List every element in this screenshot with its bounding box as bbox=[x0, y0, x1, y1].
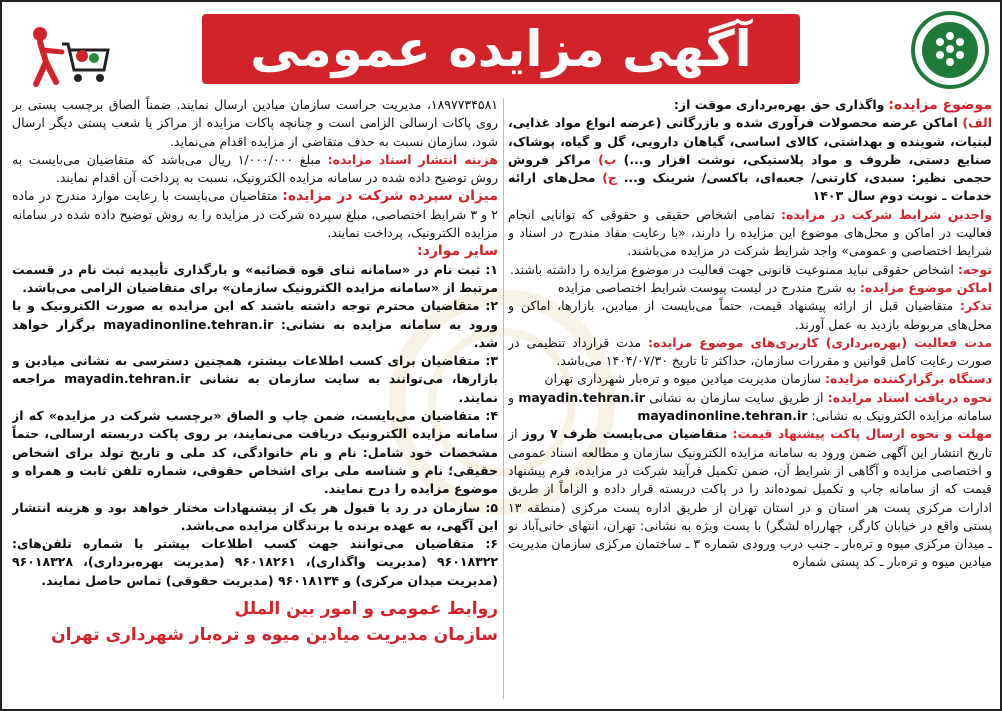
item-6: ۶: متقاضیان می‌توانند جهت کسب اطلاعات بیشتر با شماره تلفن‌های: ۹۶۰۱۸۳۲۲ (مدیریت واگذاری)، ۹۶۰۱۸۲۶۱ (مدیریت بهره‌برداری)، ۹۶۰۱۸۳۲۸ (مدیریت میدان مرکزی) و ۹۶۰۱۸۱۳۴ (مدیریت حقوقی) تماس حاصل نمایند. bbox=[12, 536, 498, 588]
footer-signature bbox=[12, 596, 498, 648]
municipality-logo-icon bbox=[910, 10, 990, 90]
fee-label: هزینه انتشار اسناد مزایده: bbox=[327, 151, 498, 167]
places-label: اماکن موضوع مزایده: bbox=[859, 279, 992, 295]
eligible-label: واجدین شرایط شرکت در مزایده: bbox=[781, 206, 992, 222]
deposit-paragraph bbox=[12, 187, 498, 242]
item-5: ۵: سازمان در رد یا قبول هر یک از پیشنهادات مختار خواهد بود و هزینه انتشار این آگهی، به عهده برنده یا برندگان مزایده می‌باشد. bbox=[12, 499, 498, 533]
page-title: آگهی مزایده عمومی bbox=[202, 14, 800, 84]
item-1: ۱: ثبت نام در «سامانه ثنای قوه قضائیه» و بارگذاری تأییدیه ثبت نام در قسمت مرتبط از «سامانه مزایده الکترونیک سازمان» برای متقاضیان الزامی می‌باشد. bbox=[12, 261, 498, 295]
item-a-label: الف) bbox=[962, 115, 992, 131]
places-text: به شرح مندرج در لیست پیوست شرایط اختصاصی مزایده bbox=[557, 279, 856, 295]
post-code-paragraph: ۱۸۹۷۷۳۴۵۸۱، مدیریت حراست سازمان میادین ارسال نمایند. ضمناً الصاق برچسب پستی بر روی پاکات ارسالی الزامی است و چنانچه پاکات مزایده از مراکز یا شعب پستی دیگر ارسال شود، سازمان نسبت به حذف متقاضی از مزایده اقدام می‌نماید. bbox=[12, 97, 498, 149]
footer-line-1: روابط عمومی و امور بین الملل bbox=[234, 599, 498, 620]
item-3-text-end: مراجعه نمایند. bbox=[12, 371, 498, 405]
other-label: سایر موارد: bbox=[417, 243, 498, 260]
item-b-label: ب) bbox=[598, 151, 617, 167]
item-2-text-end: برگزار خواهد شد. bbox=[12, 316, 498, 350]
note-label: توجه: bbox=[957, 261, 992, 277]
deposit-label: میزان سپرده شرکت در مزایده: bbox=[282, 188, 498, 205]
item-a-text: اماکن عرضه محصولات فرآوری شده و بازرگانی (عرضه انواع مواد غذایی، لبنیات، شوینده و بهداشتی، کالای اساسی، گیاهان دارویی، گل و گیاه، پوشاک، صنایع دستی، ظروف و مواد پلاستیکی، نوشت افزار و...) bbox=[508, 115, 992, 167]
left-column bbox=[12, 96, 498, 703]
reminder-paragraph bbox=[508, 297, 992, 334]
eligible-paragraph bbox=[508, 206, 992, 261]
fee-paragraph bbox=[12, 151, 498, 188]
item-a-paragraph bbox=[508, 114, 992, 205]
item-4: ۴: متقاضیان می‌بایست، ضمن چاپ و الصاق «برچسب شرکت در مزایده» که از سامانه مزایده الکترونیک دریافت می‌نمایند، بر روی پاکت دربسته ارسالی، حتماً مشخصات خود شامل: نام و نام خانوادگی، کد ملی و تاریخ تولد برای اشخاص حقیقی؛ نام و شناسه ملی برای اشخاص حقوقی، شماره تلفن ثابت و همراه و موضوع مزایده را درج نمایند. bbox=[12, 408, 498, 497]
docs-paragraph bbox=[508, 389, 992, 426]
org-paragraph bbox=[508, 370, 992, 388]
docs-url-2-link[interactable]: mayadinonline.tehran.ir bbox=[637, 408, 808, 424]
duration-paragraph bbox=[508, 334, 992, 371]
deadline-paragraph bbox=[508, 425, 992, 571]
item-2 bbox=[12, 297, 498, 352]
item-2-text: ۲: متقاضیان محترم توجه داشته باشند که این مزایده به صورت الکترونیک و با ورود به سامانه مزایده به نشانی: bbox=[12, 298, 498, 332]
footer-line-2: سازمان مدیریت میادین میوه و تره‌بار شهرداری تهران bbox=[51, 625, 498, 646]
note-text: اشخاص حقوقی نباید ممنوعیت قانونی جهت فعالیت در موضوع مزایده را داشته باشند. bbox=[510, 261, 954, 277]
org-text: سازمان مدیریت میادین میوه و تره‌بار شهرداری تهران bbox=[544, 371, 821, 387]
docs-text-2: و سامانه مزایده الکترونیک به نشانی: bbox=[508, 389, 992, 424]
item-b-text: مراکز فروش حجمی نظیر: سبدی، کارتنی/ جعبه‌ای، باکسی/ شرینک و... bbox=[508, 151, 992, 186]
header bbox=[2, 6, 1000, 94]
deposit-text: متقاضیان می‌بایست با رعایت موارد مندرج در ماده ۲ و ۳ شرایط اختصاصی، مبلغ سپرده شرکت در مزایده را به روش توضیح داده شده در سامانه مزایده الکترونیک، پرداخت نمایند. bbox=[12, 188, 498, 241]
reminder-label: تذکر: bbox=[960, 298, 992, 314]
docs-text: از طریق سایت سازمان به نشانی bbox=[649, 389, 824, 405]
item-3-text: ۳: متقاضیان برای کسب اطلاعات بیشتر، همچنین دسترسی به نشانی میادین و بازارها، می‌توانند به سایت سازمان به نشانی bbox=[12, 353, 498, 387]
right-column bbox=[508, 96, 992, 703]
item-3 bbox=[12, 352, 498, 407]
deadline-label: مهلت و نحوه ارسال پاکت پیشنهاد قیمت: bbox=[732, 426, 992, 442]
reminder-text: متقاضیان قبل از ارائه پیشنهاد قیمت، حتماً می‌بایست از میادین، بازارها، اماکن و محل‌های مربوطه بازدید به عمل آورند. bbox=[508, 298, 992, 332]
subject-label: موضوع مزایده: bbox=[888, 97, 992, 113]
duration-label: مدت فعالیت (بهره‌برداری) کاربری‌های موضوع مزایده: bbox=[647, 334, 992, 350]
item-c-text: محل‌های ارائه خدمات ـ نوبت دوم سال ۱۴۰۳ bbox=[508, 170, 992, 204]
item-c-label: ج) bbox=[602, 170, 617, 186]
item-3-url-link[interactable]: mayadin.tehran.ir bbox=[64, 371, 191, 387]
docs-label: نحوه دریافت اسناد مزایده: bbox=[827, 389, 992, 405]
duration-text: مدت قرارداد تنظیمی در صورت رعایت کامل قوانین و مقررات سازمان، حداکثر تا تاریخ ۱۴۰۴/۰۷/۳۰ می‌باشد. bbox=[508, 334, 992, 369]
places-paragraph bbox=[508, 279, 992, 297]
item-2-url-link[interactable]: mayadinonline.tehran.ir bbox=[103, 316, 274, 332]
fee-text: مبلغ ۱/۰۰۰/۰۰۰ ریال می‌باشد که متقاضیان می‌بایست به روش توضیح داده شده در سامانه مزایده الکترونیک، نسبت به پرداخت آن اقدام نمایند. bbox=[12, 151, 498, 186]
deadline-body: از تاریخ انتشار این آگهی ضمن ورود به سامانه مزایده الکترونیک سازمان و مطالعه اسناد عمومی و اختصاصی مزایده و آگاهی از شرایط آن، ضمن تکمیل فرآیند شرکت در مزایده، فرم پیشنهاد قیمت که از سامانه چاپ و تکمیل نموده‌اند را در پاکت دربسته قرار داده و الزاماً از طریق ادارات مرکزی پست هر استان و در استان تهران از طریق اداره پست مرکزی (منطقه ۱۳ پستی واقع در خیابان کارگر، چهارراه لشگر) با پست ویژه به نشانی: تهران، انتهای خانی‌آباد نو ـ میدان مرکزی میوه و تره‌بار ـ جنب درب ورودی شماره ۳ ـ ساختمان مرکزی سازمان مدیریت میادین میوه و تره‌بار ـ کد پستی شماره bbox=[508, 426, 992, 570]
note-paragraph bbox=[508, 261, 992, 279]
subject-text: واگذاری حق بهره‌برداری موقت از: bbox=[673, 97, 885, 112]
shopping-cart-icon bbox=[22, 22, 112, 92]
subject-paragraph bbox=[508, 96, 992, 114]
org-label: دستگاه برگزارکننده مزایده: bbox=[824, 371, 992, 387]
column-divider bbox=[503, 98, 504, 699]
eligible-text: تمامی اشخاص حقیقی و حقوقی که توانایی انجام فعالیت در اماکن و محل‌های موضوع این مزایده را دارند، «با رعایت مفاد مندرج در اسناد و شرایط اختصاصی و عمومی» واجد شرایط شرکت در مزایده می‌باشند. bbox=[508, 206, 992, 259]
docs-url-link[interactable]: mayadin.tehran.ir bbox=[518, 389, 645, 405]
deadline-text: متقاضیان می‌بایست ظرف ۷ روز bbox=[522, 426, 728, 442]
